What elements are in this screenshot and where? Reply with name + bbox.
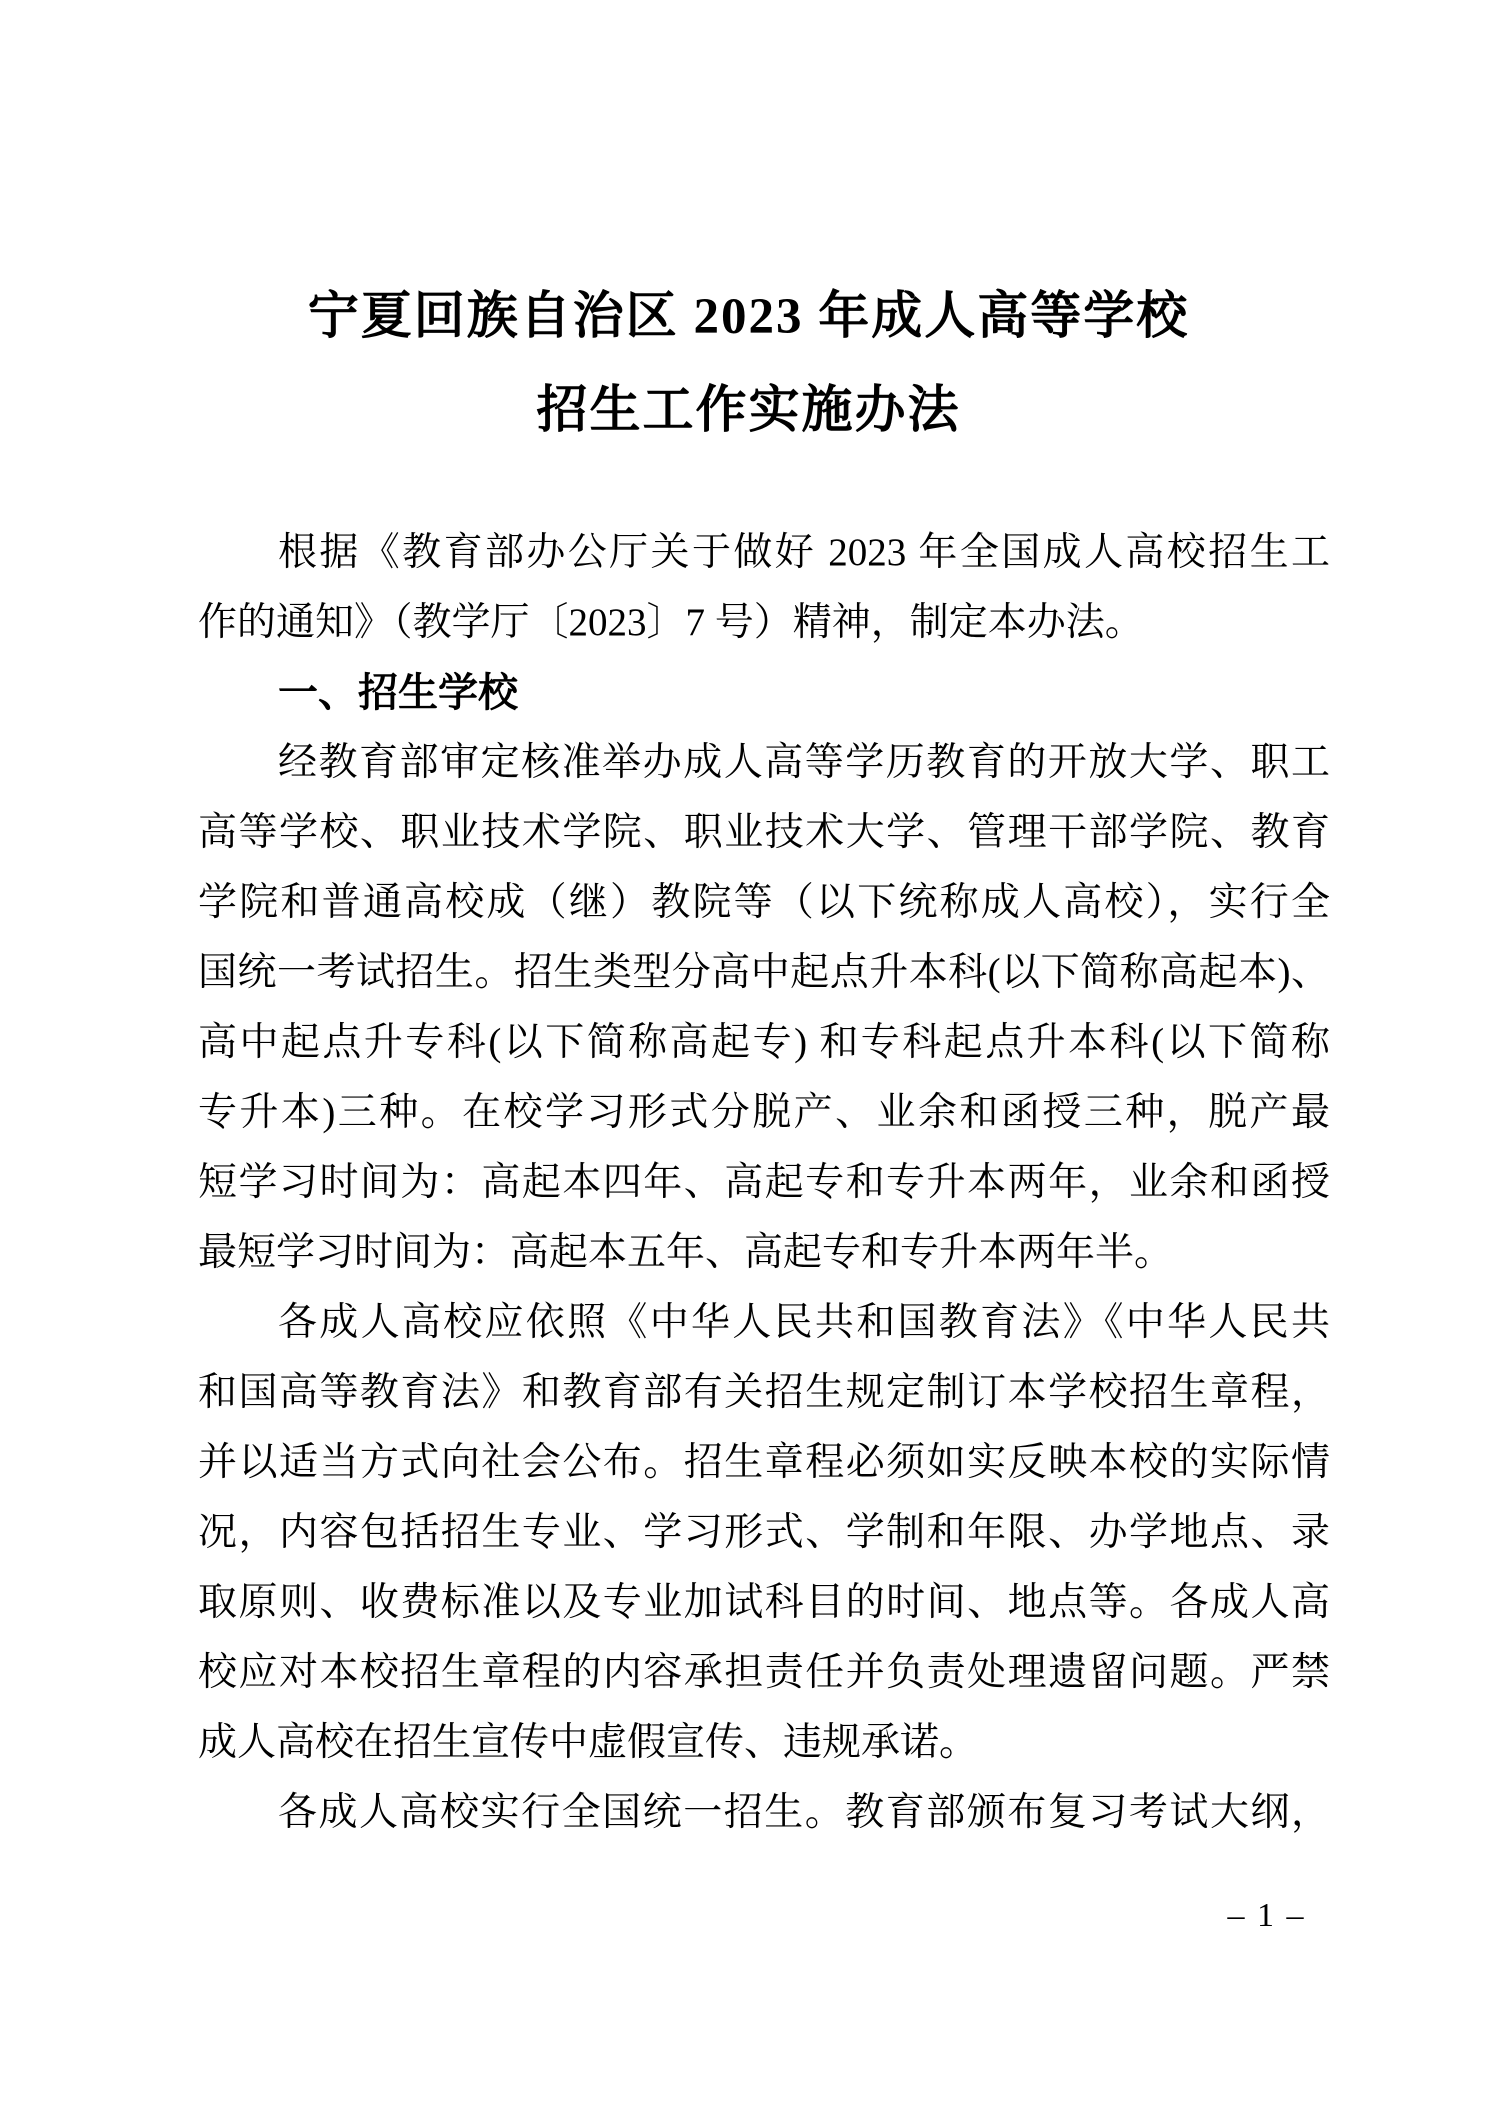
body-line: 高等学校、职业技术学院、职业技术大学、管理干部学院、教育 <box>198 811 1330 854</box>
body-line: 国统一考试招生。招生类型分高中起点升本科(以下简称高起本)、 <box>198 951 1330 994</box>
body-line: 校应对本校招生章程的内容承担责任并负责处理遗留问题。严禁 <box>198 1651 1330 1694</box>
body-line: 各成人高校实行全国统一招生。教育部颁布复习考试大纲， <box>278 1791 1330 1834</box>
body-line: 取原则、收费标准以及专业加试科目的时间、地点等。各成人高 <box>198 1581 1330 1624</box>
body-line: 短学习时间为：高起本四年、高起专和专升本两年，业余和函授 <box>198 1161 1330 1204</box>
body-line: 经教育部审定核准举办成人高等学历教育的开放大学、职工 <box>278 741 1330 784</box>
body-line: 和国高等教育法》和教育部有关招生规定制订本学校招生章程， <box>198 1371 1330 1414</box>
document-title-line-1: 宁夏回族自治区 2023 年成人高等学校 <box>307 289 1190 345</box>
body-line: 作的通知》（教学厅〔2023〕7 号）精神，制定本办法。 <box>198 601 1144 644</box>
body-line: 专升本)三种。在校学习形式分脱产、业余和函授三种，脱产最 <box>198 1091 1330 1134</box>
body-line: 各成人高校应依照《中华人民共和国教育法》《中华人民共 <box>278 1301 1330 1344</box>
document-body <box>198 518 1330 1848</box>
body-line: 成人高校在招生宣传中虚假宣传、违规承诺。 <box>198 1721 979 1764</box>
document-title-line-2: 招生工作实施办法 <box>536 383 961 439</box>
body-line: 学院和普通高校成（继）教院等（以下统称成人高校），实行全 <box>198 881 1330 924</box>
section-heading: 一、招生学校 <box>278 671 518 715</box>
body-line: 根据《教育部办公厅关于做好 2023 年全国成人高校招生工 <box>278 531 1330 574</box>
body-line: 高中起点升专科(以下简称高起专) 和专科起点升本科(以下简称 <box>198 1021 1330 1064</box>
document-title <box>0 270 1497 458</box>
page-number: – 1 – <box>1227 1897 1306 1934</box>
body-line: 最短学习时间为：高起本五年、高起专和专升本两年半。 <box>198 1231 1174 1274</box>
body-line: 况，内容包括招生专业、学习形式、学制和年限、办学地点、录 <box>198 1511 1330 1554</box>
body-line: 并以适当方式向社会公布。招生章程必须如实反映本校的实际情 <box>198 1441 1330 1484</box>
